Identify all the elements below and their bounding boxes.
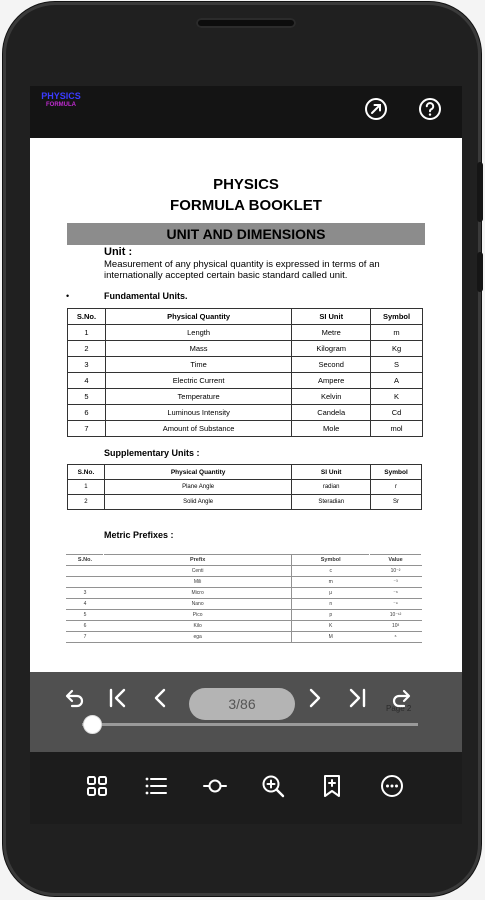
reader-controls	[30, 672, 462, 752]
bottom-toolbar	[30, 752, 462, 824]
table-cell: Kelvin	[292, 389, 371, 405]
zoom-in-icon[interactable]	[259, 772, 287, 800]
table-cell: 6	[67, 621, 104, 632]
more-options-icon[interactable]	[378, 772, 406, 800]
table-cell: μ	[292, 588, 370, 599]
table-cell: 6	[68, 405, 106, 421]
column-header: Physical Quantity	[105, 309, 291, 325]
table-row	[68, 495, 422, 510]
screen	[30, 86, 462, 824]
table-cell: ⁻⁹	[370, 599, 422, 610]
doc-title-line-1: PHYSICS	[213, 176, 279, 193]
table-cell: 3	[68, 357, 106, 373]
grid-view-icon[interactable]	[83, 772, 111, 800]
table-cell: 2	[68, 341, 106, 357]
column-header: S.No.	[68, 309, 106, 325]
table-cell: K	[292, 621, 370, 632]
earpiece-speaker	[196, 18, 296, 28]
table-cell: Ampere	[292, 373, 371, 389]
table-cell: Plane Angle	[104, 480, 291, 495]
table-cell: 10⁻²	[370, 566, 422, 577]
document-page[interactable]	[30, 138, 462, 672]
table-cell: Length	[105, 325, 291, 341]
app-logo	[40, 91, 82, 113]
table-cell: Nano	[103, 599, 291, 610]
first-page-icon[interactable]	[106, 686, 130, 710]
table-row	[67, 610, 422, 621]
table-cell: ⁻³	[370, 577, 422, 588]
table-row	[67, 632, 422, 643]
table-row	[68, 480, 422, 495]
table-cell: Mole	[292, 421, 371, 437]
table-cell: radian	[292, 480, 371, 495]
table-cell: Steradian	[292, 495, 371, 510]
help-icon[interactable]	[417, 96, 443, 122]
table-cell: 7	[67, 632, 104, 643]
list-view-icon[interactable]	[142, 772, 170, 800]
share-external-icon[interactable]	[363, 96, 389, 122]
column-header: SI Unit	[292, 309, 371, 325]
table-cell: Sr	[371, 495, 422, 510]
column-header: SI Unit	[292, 465, 371, 480]
app-bar	[30, 86, 462, 138]
table-cell: p	[292, 610, 370, 621]
table-cell: 1	[68, 325, 106, 341]
table-cell: ega	[103, 632, 291, 643]
table-cell: Luminous Intensity	[105, 405, 291, 421]
table-cell: A	[371, 373, 423, 389]
table-cell: Candela	[292, 405, 371, 421]
add-bookmark-icon[interactable]	[318, 772, 346, 800]
ghost-page-label: Page 2	[386, 704, 412, 713]
table-cell: M	[292, 632, 370, 643]
page-slider-thumb[interactable]	[83, 715, 102, 734]
table-cell: Kilo	[103, 621, 291, 632]
table-cell: Time	[105, 357, 291, 373]
column-header: Physical Quantity	[104, 465, 291, 480]
column-header: Value	[370, 555, 422, 566]
table-cell: Kg	[371, 341, 423, 357]
supplementary-units-table	[67, 464, 422, 510]
redo-icon[interactable]	[389, 686, 413, 710]
table-cell: K	[371, 389, 423, 405]
last-page-icon[interactable]	[345, 686, 369, 710]
column-header: Symbol	[292, 555, 370, 566]
table-row	[68, 357, 423, 373]
table-row	[67, 566, 422, 577]
table-header-row	[67, 555, 422, 566]
table-row	[68, 405, 423, 421]
table-cell: 5	[67, 610, 104, 621]
doc-title-line-2: FORMULA BOOKLET	[170, 197, 322, 214]
column-header: S.No.	[67, 555, 104, 566]
table-cell: m	[292, 577, 370, 588]
table-cell: Centi	[103, 566, 291, 577]
table-row	[68, 325, 423, 341]
table-cell: Pico	[103, 610, 291, 621]
undo-icon[interactable]	[63, 686, 87, 710]
bullet: •	[66, 291, 70, 301]
column-header: S.No.	[68, 465, 105, 480]
table-cell: 2	[68, 495, 105, 510]
previous-page-icon[interactable]	[148, 686, 172, 710]
volume-button	[477, 162, 483, 222]
table-cell: 3	[67, 588, 104, 599]
table-cell: r	[371, 480, 422, 495]
table-cell: 10⁻¹²	[370, 610, 422, 621]
metric-prefixes-heading: Metric Prefixes :	[104, 530, 174, 540]
unit-heading: Unit :	[104, 246, 133, 258]
table-row	[68, 373, 423, 389]
table-cell: mol	[371, 421, 423, 437]
table-cell: S	[371, 357, 423, 373]
table-cell: m	[371, 325, 423, 341]
table-cell: Electric Current	[105, 373, 291, 389]
logo-line-2: FORMULA	[46, 102, 76, 108]
table-cell: ⁻⁶	[370, 588, 422, 599]
table-row	[68, 389, 423, 405]
table-row	[68, 421, 423, 437]
next-page-icon[interactable]	[303, 686, 327, 710]
table-cell: n	[292, 599, 370, 610]
table-cell: 4	[67, 599, 104, 610]
page-indicator[interactable]: 3/86	[189, 688, 295, 720]
page-slider-track[interactable]	[82, 723, 418, 726]
table-row	[67, 588, 422, 599]
fundamental-heading: Fundamental Units.	[104, 291, 188, 301]
table-cell: Micro	[103, 588, 291, 599]
table-cell: 1	[68, 480, 105, 495]
metric-prefixes-table	[66, 554, 422, 643]
table-row	[68, 341, 423, 357]
fit-page-icon[interactable]	[201, 772, 229, 800]
table-cell: c	[292, 566, 370, 577]
table-row	[67, 621, 422, 632]
table-cell	[67, 577, 104, 588]
table-header-row	[68, 309, 423, 325]
section-title: UNIT AND DIMENSIONS	[67, 223, 425, 245]
table-header-row	[68, 465, 422, 480]
supplementary-heading: Supplementary Units :	[104, 448, 200, 458]
table-cell: 5	[68, 389, 106, 405]
column-header: Prefix	[103, 555, 291, 566]
table-cell: Mass	[105, 341, 291, 357]
column-header: Symbol	[371, 465, 422, 480]
table-cell	[67, 566, 104, 577]
table-row	[67, 599, 422, 610]
table-cell: 7	[68, 421, 106, 437]
power-button	[477, 252, 483, 292]
table-cell: Amount of Substance	[105, 421, 291, 437]
table-cell: Metre	[292, 325, 371, 341]
table-cell: Second	[292, 357, 371, 373]
table-cell: Temperature	[105, 389, 291, 405]
table-cell: 4	[68, 373, 106, 389]
phone-frame	[3, 2, 481, 896]
unit-definition: Measurement of any physical quantity is expressed in terms of an internationally accepted certain basic standard called unit.	[104, 259, 380, 281]
logo-line-1: PHYSICS	[41, 91, 81, 101]
table-row	[67, 577, 422, 588]
fundamental-units-table	[67, 308, 423, 437]
table-cell: Kilogram	[292, 341, 371, 357]
table-cell: Solid Angle	[104, 495, 291, 510]
table-cell: 10³	[370, 621, 422, 632]
table-cell: ⁶	[370, 632, 422, 643]
table-cell: Mili	[103, 577, 291, 588]
column-header: Symbol	[371, 309, 423, 325]
table-cell: Cd	[371, 405, 423, 421]
